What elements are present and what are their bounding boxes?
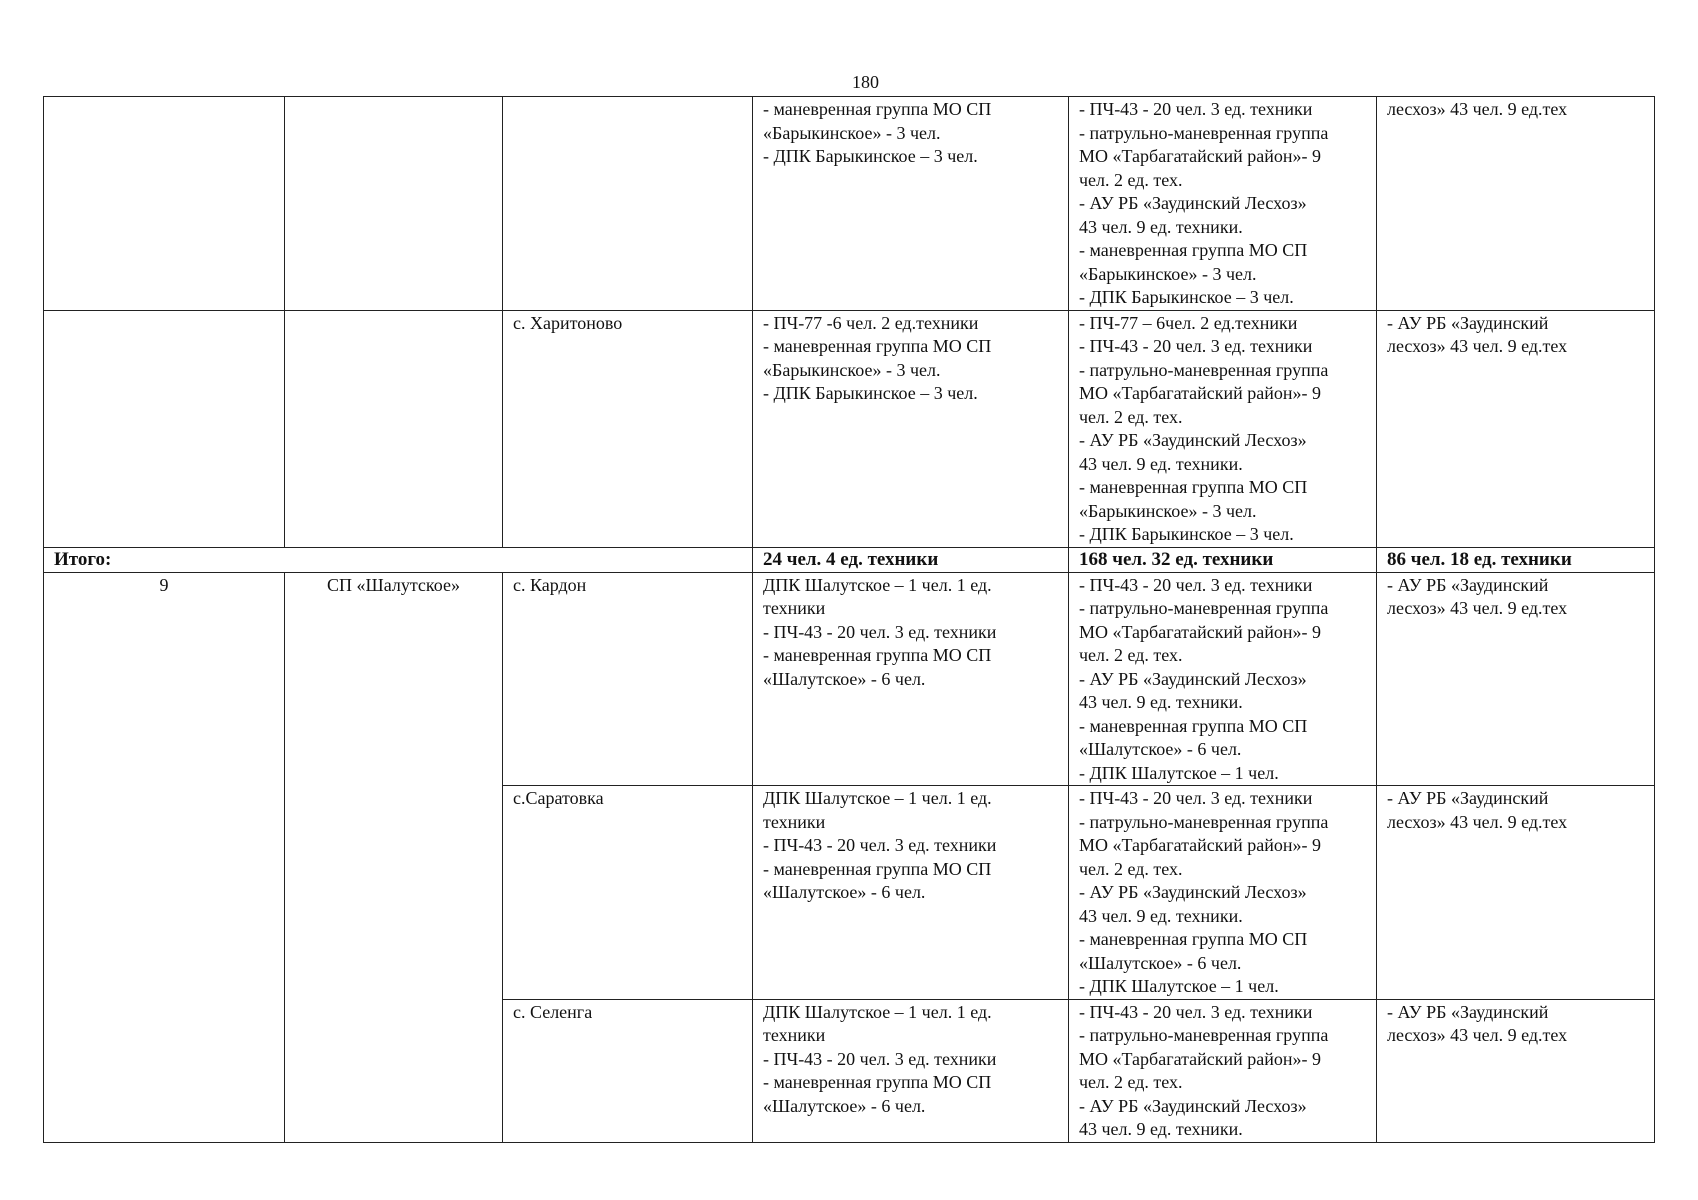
sp-cell	[285, 97, 503, 311]
cell-line: 43 чел. 9 ед. техники.	[1079, 1119, 1243, 1139]
cell-line: - ДПК Шалутское – 1 чел.	[1079, 762, 1279, 783]
total-label: Итого:	[44, 547, 753, 572]
reserve-forces-cell	[1377, 97, 1655, 311]
total-additional-forces: 168 чел. 32 ед. техники	[1069, 547, 1377, 572]
cell-line: МО «Тарбагатайский район»- 9	[1079, 383, 1322, 403]
cell-line: ДПК Шалутское – 1 чел. 1 ед.	[763, 1001, 992, 1022]
cell-line: - ПЧ-77 – 6чел. 2 ед.техники	[1079, 312, 1298, 333]
additional-forces-cell	[1069, 999, 1377, 1142]
reserve-forces-cell	[1377, 572, 1655, 786]
settlement-name: с. Селенга	[513, 1001, 593, 1022]
settlement-name: с. Харитоново	[513, 312, 623, 333]
settlement-name: с.Саратовка	[513, 788, 604, 808]
cell-line: - ПЧ-43 - 20 чел. 3 ед. техники	[1079, 788, 1313, 808]
table-row	[44, 97, 1655, 311]
cell-line: - ПЧ-43 - 20 чел. 3 ед. техники	[763, 835, 997, 855]
section-number: 9	[44, 572, 285, 1142]
cell-line: чел. 2 ед. тех.	[1079, 169, 1183, 190]
cell-line: МО «Тарбагатайский район»- 9	[1079, 835, 1322, 855]
cell-line: - патрульно-маневренная группа	[1079, 122, 1329, 143]
cell-line: 43 чел. 9 ед. техники.	[1079, 905, 1243, 926]
cell-line: «Шалутское» - 6 чел.	[763, 882, 926, 902]
forces-cell	[753, 999, 1069, 1142]
sp-name: СП «Шалутское»	[285, 572, 503, 1142]
cell-line: лесхоз» 43 чел. 9 ед.тех	[1387, 99, 1568, 119]
cell-line: 43 чел. 9 ед. техники.	[1079, 692, 1243, 712]
cell-line: - маневренная группа МО СП	[763, 99, 992, 119]
cell-line: - маневренная группа МО СП	[1079, 715, 1308, 736]
cell-line: - ДПК Барыкинское – 3 чел.	[1079, 524, 1294, 544]
cell-line: - АУ РБ «Заудинский Лесхоз»	[1079, 882, 1307, 902]
cell-line: - АУ РБ «Заудинский Лесхоз»	[1079, 1095, 1307, 1116]
cell-line: - АУ РБ «Заудинский	[1387, 788, 1549, 808]
cell-line: чел. 2 ед. тех.	[1079, 645, 1183, 665]
table-row	[44, 572, 1655, 786]
additional-forces-cell	[1069, 786, 1377, 1000]
cell-line: - маневренная группа МО СП	[763, 1072, 992, 1092]
cell-line: техники	[763, 1025, 826, 1045]
cell-line: - маневренная группа МО СП	[1079, 477, 1308, 497]
cell-line: - ДПК Барыкинское – 3 чел.	[763, 383, 978, 403]
reserve-forces-cell	[1377, 999, 1655, 1142]
cell-line: - патрульно-маневренная группа	[1079, 1025, 1329, 1045]
cell-line: МО «Тарбагатайский район»- 9	[1079, 146, 1322, 166]
total-forces: 24 чел. 4 ед. техники	[753, 547, 1069, 572]
cell-line: «Шалутское» - 6 чел.	[763, 668, 926, 689]
forces-cell	[753, 97, 1069, 311]
cell-line: - маневренная группа МО СП	[763, 858, 992, 879]
cell-line: лесхоз» 43 чел. 9 ед.тех	[1387, 811, 1568, 832]
forces-cell	[753, 786, 1069, 1000]
cell-line: - ДПК Барыкинское – 3 чел.	[763, 146, 978, 166]
reserve-forces-cell	[1377, 786, 1655, 1000]
additional-forces-cell	[1069, 310, 1377, 547]
cell-line: - патрульно-маневренная группа	[1079, 359, 1329, 380]
settlement-cell	[503, 999, 753, 1142]
cell-line: - АУ РБ «Заудинский	[1387, 312, 1549, 333]
cell-line: - ПЧ-43 - 20 чел. 3 ед. техники	[1079, 99, 1313, 119]
cell-line: - маневренная группа МО СП	[763, 336, 992, 356]
number-cell	[44, 310, 285, 547]
cell-line: «Шалутское» - 6 чел.	[1079, 739, 1242, 759]
total-row	[44, 547, 1655, 572]
cell-line: «Барыкинское» - 3 чел.	[763, 122, 941, 143]
cell-line: чел. 2 ед. тех.	[1079, 858, 1183, 879]
cell-line: лесхоз» 43 чел. 9 ед.тех	[1387, 598, 1568, 618]
cell-line: - ДПК Барыкинское – 3 чел.	[1079, 287, 1294, 307]
cell-line: чел. 2 ед. тех.	[1079, 1072, 1183, 1092]
cell-line: - маневренная группа МО СП	[763, 645, 992, 665]
settlement-cell	[503, 97, 753, 311]
cell-line: «Барыкинское» - 3 чел.	[1079, 263, 1257, 284]
response-table	[43, 96, 1655, 1143]
cell-line: лесхоз» 43 чел. 9 ед.тех	[1387, 336, 1568, 356]
settlement-cell	[503, 310, 753, 547]
cell-line: - патрульно-маневренная группа	[1079, 811, 1329, 832]
cell-line: - АУ РБ «Заудинский Лесхоз»	[1079, 193, 1307, 213]
cell-line: - ПЧ-43 - 20 чел. 3 ед. техники	[1079, 574, 1313, 595]
cell-line: «Шалутское» - 6 чел.	[763, 1095, 926, 1116]
cell-line: - ПЧ-43 - 20 чел. 3 ед. техники	[763, 621, 997, 642]
number-cell	[44, 97, 285, 311]
settlement-name: с. Кардон	[513, 574, 587, 595]
cell-line: - патрульно-маневренная группа	[1079, 598, 1329, 618]
cell-line: - АУ РБ «Заудинский	[1387, 574, 1549, 595]
cell-line: «Шалутское» - 6 чел.	[1079, 952, 1242, 973]
cell-line: - ПЧ-43 - 20 чел. 3 ед. техники	[1079, 1001, 1313, 1022]
cell-line: - маневренная группа МО СП	[1079, 240, 1308, 260]
forces-cell	[753, 572, 1069, 786]
cell-line: ДПК Шалутское – 1 чел. 1 ед.	[763, 574, 992, 595]
cell-line: чел. 2 ед. тех.	[1079, 406, 1183, 427]
cell-line: - АУ РБ «Заудинский Лесхоз»	[1079, 430, 1307, 450]
cell-line: техники	[763, 811, 826, 832]
cell-line: 43 чел. 9 ед. техники.	[1079, 453, 1243, 474]
additional-forces-cell	[1069, 97, 1377, 311]
forces-cell	[753, 310, 1069, 547]
total-reserve-forces: 86 чел. 18 ед. техники	[1377, 547, 1655, 572]
cell-line: МО «Тарбагатайский район»- 9	[1079, 621, 1322, 642]
cell-line: - ПЧ-77 -6 чел. 2 ед.техники	[763, 312, 979, 333]
table-row	[44, 310, 1655, 547]
cell-line: МО «Тарбагатайский район»- 9	[1079, 1048, 1322, 1069]
cell-line: техники	[763, 598, 826, 618]
page-number: 180	[852, 72, 879, 92]
sp-cell	[285, 310, 503, 547]
cell-line: ДПК Шалутское – 1 чел. 1 ед.	[763, 788, 992, 808]
cell-line: - АУ РБ «Заудинский Лесхоз»	[1079, 668, 1307, 689]
cell-line: «Барыкинское» - 3 чел.	[1079, 500, 1257, 521]
cell-line: лесхоз» 43 чел. 9 ед.тех	[1387, 1025, 1568, 1045]
cell-line: - ПЧ-43 - 20 чел. 3 ед. техники	[1079, 336, 1313, 356]
cell-line: 43 чел. 9 ед. техники.	[1079, 216, 1243, 237]
cell-line: - ПЧ-43 - 20 чел. 3 ед. техники	[763, 1048, 997, 1069]
reserve-forces-cell	[1377, 310, 1655, 547]
settlement-cell	[503, 786, 753, 1000]
cell-line: - маневренная группа МО СП	[1079, 929, 1308, 949]
cell-line: - АУ РБ «Заудинский	[1387, 1001, 1549, 1022]
cell-line: «Барыкинское» - 3 чел.	[763, 359, 941, 380]
settlement-cell	[503, 572, 753, 786]
additional-forces-cell	[1069, 572, 1377, 786]
cell-line: - ДПК Шалутское – 1 чел.	[1079, 976, 1279, 996]
